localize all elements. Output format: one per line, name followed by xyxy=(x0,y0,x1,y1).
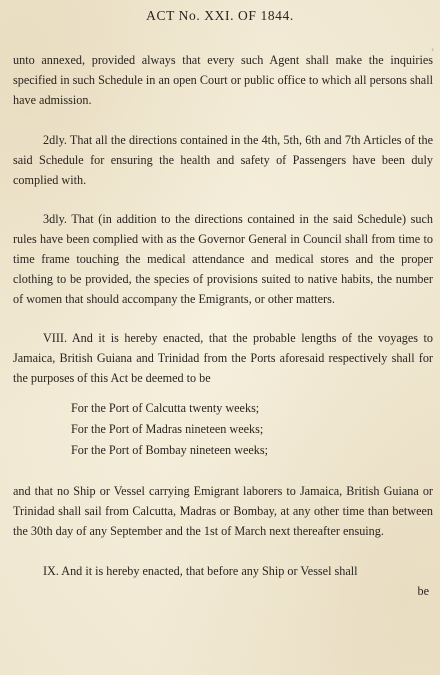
catchword: be xyxy=(417,584,429,598)
port-calcutta: For the Port of Calcutta twenty weeks; xyxy=(71,401,260,415)
document-body xyxy=(13,50,433,601)
paragraph-section-viii: VIII. And it is hereby enacted, that the probable lengths of the voyages to Jamaica, British Guiana and Trinidad from the Ports aforesaid respectively shall for the purposes of this Act be deemed to be xyxy=(13,331,433,385)
port-madras: For the Port of Madras nineteen weeks; xyxy=(71,422,264,436)
paragraph-3dly: 3dly. That (in addition to the directions contained in the said Schedule) such rules have been complied with as the Governor General in Council shall from time to time frame touching the medical attendance and medical stores and the proper clothing to be provided, the species of provisions suited to native habits, the number of women that should accompany the Emigrants, or other matters. xyxy=(13,212,433,306)
paragraph-2dly: 2dly. That all the directions contained in the 4th, 5th, 6th and 7th Articles of the said Schedule for ensuring the health and safety of Passengers have been duly complied with. xyxy=(13,133,433,187)
paragraph-section-ix: IX. And it is hereby enacted, that before any Ship or Vessel shall xyxy=(43,564,358,578)
page-edge-mark: › xyxy=(431,44,434,54)
page-header: ACT No. XXI. OF 1844. xyxy=(146,8,294,23)
paragraph-continuation: unto annexed, provided always that every such Agent shall make the inquiries specified in such Schedule in an open Court or public office to which all persons shall have admission. xyxy=(13,53,433,107)
port-list xyxy=(71,398,433,461)
port-bombay: For the Port of Bombay nineteen weeks; xyxy=(71,443,268,457)
paragraph-sailing-period: and that no Ship or Vessel carrying Emigrant laborers to Jamaica, British Guiana or Trinidad shall sail from Calcutta, Madras or Bombay, at any other time than between the 30th day of any September and the 1st of March next thereafter ensuing. xyxy=(13,484,433,538)
